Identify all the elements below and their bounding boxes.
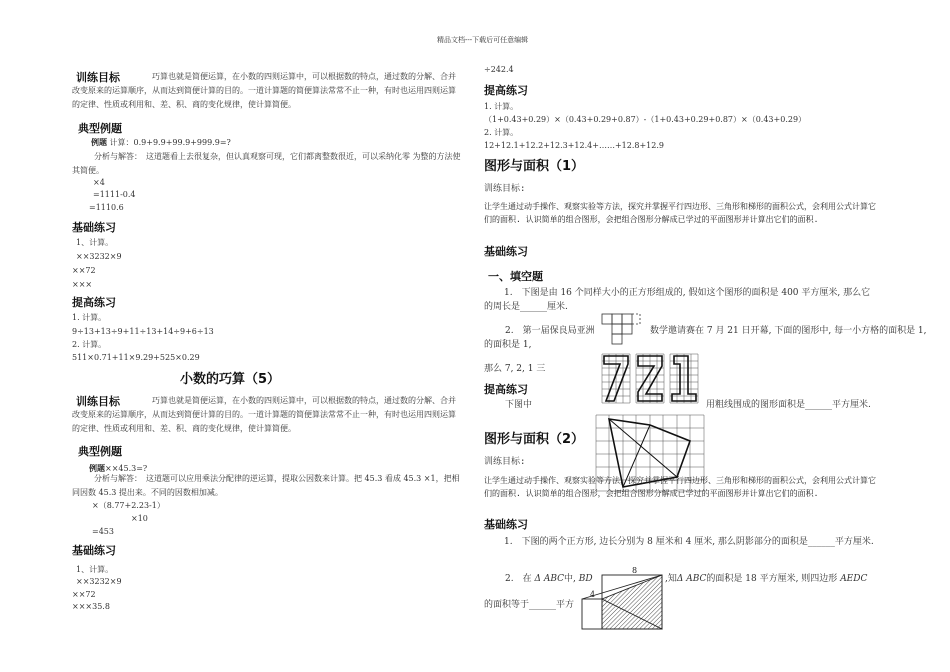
digit-two-grid — [636, 354, 664, 403]
figure-sixteen-squares — [600, 310, 644, 350]
geo1-goal-text: 让学生通过动手操作、观察实验等方法，探究并掌握平行四边形、三角形和梯形的面积公式，会利用公式计算它们的面积. 认识简单的组合图形，会把组合图形分解成已学过的平面图形并计算出它们的面积. — [484, 202, 876, 224]
digit-seven-grid — [602, 354, 630, 403]
basic1-line3: ××72 — [72, 266, 96, 275]
b-q2-tri2: Δ ABC — [676, 574, 707, 584]
geo2-goal-label: 训练目标: — [484, 457, 526, 467]
q2-text-b2 — [484, 338, 531, 353]
b-q2-bd: BD — [578, 574, 593, 584]
small-square — [582, 599, 602, 629]
basic2-line4: ×××35.8 — [72, 602, 110, 611]
label-four: 4 — [590, 590, 596, 599]
fill-title: 一、填空题 — [488, 270, 543, 283]
q2-text-b: 数学邀请赛在 7 月 21 日开幕, 下面的图形中, 每一小方格的面积是 1, — [650, 326, 927, 336]
lesson-title: 小数的巧算（5） — [180, 372, 281, 387]
b-q2-a: 2. 在 — [505, 574, 532, 584]
right-top-line: ÷242.4 — [484, 65, 514, 74]
b-q2-line-right — [665, 572, 867, 587]
adv1-line4: 511×0.71+11×9.29+525×0.29 — [72, 353, 200, 362]
basic2-line1: 1、计算。 — [76, 565, 114, 574]
basic2-line3: ××72 — [72, 590, 96, 599]
right-adv-line4: 12+12.1+12.2+12.3+12.4+……+12.8+12.9 — [484, 141, 664, 150]
basic2-line2: ××3232×9 — [76, 577, 122, 586]
adv1-line1: 1. 计算。 — [72, 313, 107, 322]
example1-line2: =1111-0.4 — [93, 190, 136, 199]
example2-q-label: 例题 — [89, 463, 105, 473]
basic2-right-title: 基础练习 — [484, 518, 528, 531]
basic1-line4: ××× — [72, 280, 93, 289]
example1-q-label: 例题 — [91, 137, 107, 147]
basic-title: 基础练习 — [484, 245, 528, 258]
right-adv-line2: （1+0.43+0.29）×（0.43+0.29+0.87）-（1+0.43+0.29+0.87）×（0.43+0.29） — [484, 115, 807, 124]
label-eight: 8 — [632, 566, 638, 575]
shaded-triangle — [602, 575, 662, 629]
right-adv-title: 提高练习 — [484, 84, 528, 97]
example1-q-text: 计算：0.9+9.9+99.9+999.9=? — [109, 138, 231, 147]
goal2-text: 巧算也就是简便运算，在小数的四则运算中，可以根据数的特点，通过数的分解、合并改变原来的运算顺序，从而达到简便计算的目的。一道计算题的简便算法常常不止一种，有时也运用四则运算的定律、性质或利用和、差、积、商的变化规律，使计算简便。 — [72, 396, 456, 433]
goal2-label: 训练目标 — [76, 395, 120, 408]
example1-line1: ×4 — [93, 178, 105, 187]
example1-line3: =1110.6 — [89, 203, 124, 212]
example2-line1: ×（8.77+2.23-1） — [92, 501, 165, 510]
example2-title: 典型例题 — [78, 445, 122, 458]
adv1-line2: 9÷13+13÷9+11÷13+14÷9+6÷13 — [72, 327, 214, 336]
b-q2-c: ,知 — [665, 574, 677, 584]
q2-text-b2-span: 的面积是 1, — [484, 340, 532, 350]
figure-two-squares — [580, 565, 666, 631]
example2-line3: =453 — [92, 527, 114, 536]
example2-q-text: ××45.3=? — [105, 464, 148, 473]
basic1-line1: 1、计算。 — [76, 238, 114, 247]
adv2-title: 提高练习 — [484, 383, 528, 396]
adv1-title: 提高练习 — [72, 296, 116, 309]
q2-text-c: 那么 7, 2, 1 三 — [484, 364, 546, 374]
b-q2-b: 中, — [564, 574, 576, 584]
b-q1-text: 1. 下图的两个正方形, 边长分别为 8 厘米和 4 厘米, 那么阴影部分的面积是______平方厘米. — [504, 537, 874, 547]
header-watermark: 精品文档---下载后可任意编辑 — [437, 36, 529, 44]
geo1-title: 图形与面积（1） — [484, 159, 585, 174]
example1-analysis: 分析与解答： 这道题看上去很复杂，但认真观察可现，它们都离整数很近，可以采纳化零 为整的方法使其简便。 — [72, 152, 461, 175]
digit-one-grid — [670, 354, 698, 403]
b-q2-tri1: Δ ABC — [534, 574, 564, 584]
q1-text: 1. 下图是由 16 个同样大小的正方形组成的, 假如这个图形的面积是 400 平方厘米, 那么它的周长是______厘米. — [484, 288, 871, 312]
geo2-goal-text: 让学生通过动手操作、观察实验等方法，探究并掌握平行四边形、三角形和梯形的面积公式，会利用公式计算它们的面积. 认识简单的组合图形，会把组合图形分解成已学过的平面图形并计算出它们的面积. — [484, 476, 876, 498]
example2-line2: ×10 — [131, 514, 148, 523]
geo1-goal-label: 训练目标: — [484, 184, 526, 194]
figure-721-grid — [600, 352, 700, 408]
basic1-line2: ××3232×9 — [76, 252, 122, 261]
goal1-text: 巧算也就是简便运算，在小数的四则运算中，可以根据数的特点，通过数的分解、合并改变原来的运算顺序，从而达到简便计算的目的。一道计算题的简便算法常常不止一种，有时也运用四则运算的定律、性质或利用和、差、积、商的变化规律，使计算简便。 — [72, 72, 456, 109]
example1-question — [91, 135, 231, 150]
example2-analysis: 分析与解答： 这道题可以应用乘法分配律的逆运算，提取公因数来计算。把 45.3 看成 45.3 ×1，把相同因数 45.3 提出来。不同的因数相加减。 — [72, 474, 460, 497]
right-adv-line1: 1. 计算。 — [484, 102, 519, 111]
example1-title: 典型例题 — [78, 122, 122, 135]
adv2-text-b: 用粗线围成的图形面积是______平方厘米. — [706, 400, 871, 410]
basic1-title: 基础练习 — [72, 221, 116, 234]
adv2-text-a: 下图中 — [505, 400, 533, 410]
b-q2-e: 的面积等于______平方 — [484, 600, 575, 610]
q2-text-a: 2. 第一届保良局亚洲 — [505, 326, 595, 336]
basic2-title: 基础练习 — [72, 544, 116, 557]
b-q2-d: 的面积是 18 平方厘米, 则四边形 — [706, 574, 838, 584]
b-q2-aedc: AEDC — [840, 574, 868, 584]
right-adv-line3: 2. 计算。 — [484, 128, 519, 137]
goal1-label: 训练目标 — [76, 71, 120, 84]
geo2-title: 图形与面积（2） — [484, 432, 585, 447]
adv1-line3: 2. 计算。 — [72, 340, 107, 349]
